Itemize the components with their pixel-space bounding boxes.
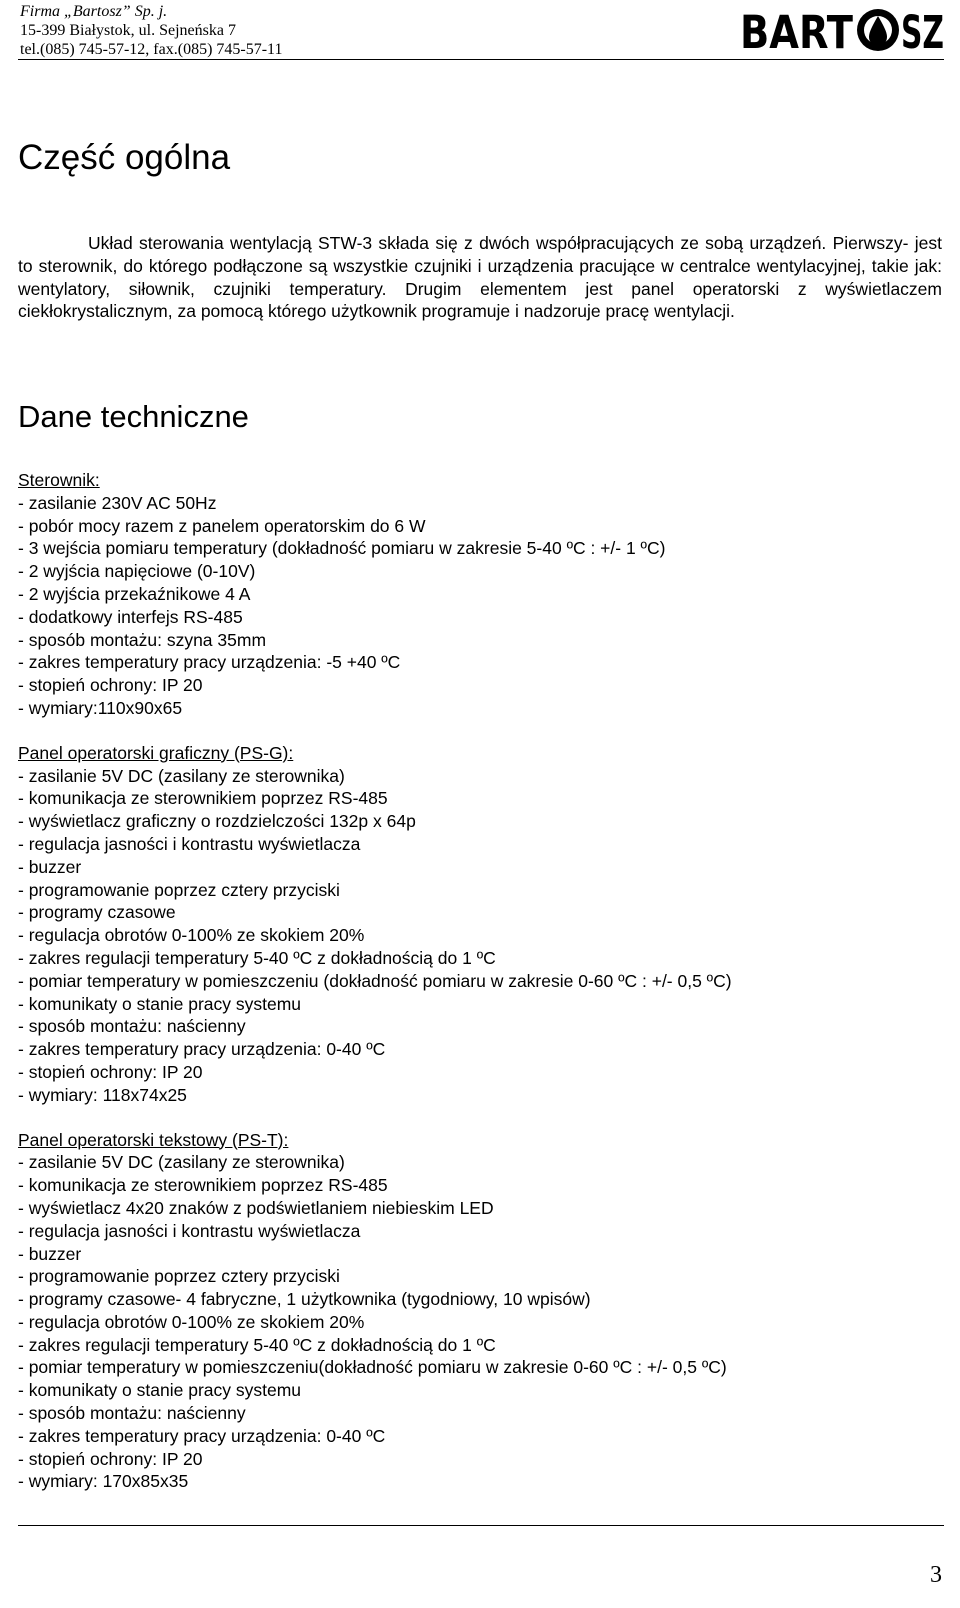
spec-item: - programowanie poprzez cztery przyciski: [18, 1266, 340, 1287]
spec-item: - programowanie poprzez cztery przyciski: [18, 879, 340, 900]
spec-item: - pomiar temperatury w pomieszczeniu (dokładność pomiaru w zakresie 0-60 ºC : +/- 0,5 ºC): [18, 970, 732, 991]
spec-item: - komunikaty o stanie pracy systemu: [18, 1380, 302, 1401]
company-phone: tel.(085) 745-57-12, fax.(085) 745-57-11: [20, 41, 283, 58]
spec-item: - zasilanie 230V AC 50Hz: [18, 492, 217, 513]
spec-item: - pomiar temperatury w pomieszczeniu(dokładność pomiaru w zakresie 0-60 ºC : +/- 0,5 ºC): [18, 1357, 727, 1378]
spec-item: - sposób montażu: naścienny: [18, 1016, 246, 1037]
spec-group-title: Panel operatorski graficzny (PS-G):: [18, 742, 294, 763]
svg-text:SZ: SZ: [901, 6, 944, 59]
spec-item: - 3 wejścia pomiaru temperatury (dokładność pomiaru w zakresie 5-40 ºC : +/- 1 ºC): [18, 538, 666, 559]
spec-item: - regulacja jasności i kontrastu wyświetlacza: [18, 1220, 361, 1241]
company-address: 15-399 Białystok, ul. Sejneńska 7: [20, 22, 236, 39]
spec-items: [18, 765, 942, 1107]
drop-in-circle-icon: [857, 9, 899, 51]
header-rule: [18, 59, 944, 60]
spec-group-title: Sterownik:: [18, 470, 100, 490]
spec-item: - regulacja obrotów 0-100% ze skokiem 20%: [18, 925, 365, 946]
svg-text:BART: BART: [740, 6, 854, 59]
spec-item: - buzzer: [18, 1243, 82, 1264]
spec-item: - zakres regulacji temperatury 5-40 ºC z dokładnością do 1 ºC: [18, 947, 496, 968]
company-info: [20, 2, 282, 59]
spec-item: - zakres regulacji temperatury 5-40 ºC z dokładnością do 1 ºC: [18, 1334, 496, 1355]
spec-item: - programy czasowe: [18, 902, 176, 923]
spec-items: [18, 492, 942, 720]
spec-item: - dodatkowy interfejs RS-485: [18, 606, 243, 627]
spec-item: - zakres temperatury pracy urządzenia: -5 +40 ºC: [18, 652, 401, 673]
spec-item: - komunikacja ze sterownikiem poprzez RS-485: [18, 1175, 388, 1196]
spec-item: - zasilanie 5V DC (zasilany ze sterownika): [18, 765, 345, 786]
spec-item: - wyświetlacz graficzny o rozdzielczości 132p x 64p: [18, 811, 416, 832]
section-title-specs: Dane techniczne: [18, 399, 249, 434]
spec-item: - wymiary: 170x85x35: [18, 1471, 189, 1492]
spec-item: - programy czasowe- 4 fabryczne, 1 użytkownika (tygodniowy, 10 wpisów): [18, 1289, 591, 1310]
company-logo: [740, 2, 944, 59]
spec-item: - wymiary:110x90x65: [18, 697, 183, 718]
company-name: Firma „Bartosz” Sp. j.: [20, 3, 168, 20]
spec-item: - stopień ochrony: IP 20: [18, 1448, 203, 1469]
intro-paragraph: Układ sterowania wentylacją STW-3 składa się z dwóch współpracujących ze sobą urządzeń. Pierwszy- jest to sterownik, do którego podłączone są wszystkie czujniki i urządzenia pracujące w centralce wentylacyjnej, takie jak: wentylatory, siłownik, czujniki temperatury. Drugim elementem jest panel operatorski z wyświetlaczem ciekłokrystalicznym, za pomocą którego użytkownik programuje i nadzoruje pracę wentylacji.: [18, 233, 942, 322]
spec-item: - buzzer: [18, 856, 82, 877]
spec-item: - regulacja jasności i kontrastu wyświetlacza: [18, 833, 361, 854]
spec-item: - sposób montażu: szyna 35mm: [18, 629, 267, 650]
spec-item: - komunikaty o stanie pracy systemu: [18, 993, 302, 1014]
spec-item: - regulacja obrotów 0-100% ze skokiem 20%: [18, 1311, 365, 1332]
spec-item: - stopień ochrony: IP 20: [18, 675, 203, 696]
specs-list: [18, 469, 942, 1515]
section-title-general: Część ogólna: [18, 138, 231, 177]
intro-paragraph-block: [18, 232, 942, 323]
spec-item: - komunikacja ze sterownikiem poprzez RS-485: [18, 788, 388, 809]
footer-rule: [18, 1525, 944, 1526]
spec-group: [18, 742, 942, 1107]
spec-group-title: Panel operatorski tekstowy (PS-T):: [18, 1129, 289, 1150]
spec-item: - wyświetlacz 4x20 znaków z podświetlaniem niebieskim LED: [18, 1197, 494, 1218]
spec-item: - zakres temperatury pracy urządzenia: 0-40 ºC: [18, 1039, 386, 1060]
spec-item: - wymiary: 118x74x25: [18, 1084, 187, 1105]
page-header: [0, 0, 960, 64]
spec-item: - 2 wyjścia napięciowe (0-10V): [18, 561, 256, 582]
spec-item: - stopień ochrony: IP 20: [18, 1061, 203, 1082]
spec-item: - 2 wyjścia przekaźnikowe 4 A: [18, 583, 251, 604]
page-number: 3: [930, 1562, 942, 1588]
spec-item: - zasilanie 5V DC (zasilany ze sterownika): [18, 1152, 345, 1173]
spec-item: - pobór mocy razem z panelem operatorskim do 6 W: [18, 515, 426, 536]
spec-item: - zakres temperatury pracy urządzenia: 0-40 ºC: [18, 1425, 386, 1446]
spec-items: [18, 1151, 942, 1493]
spec-group: [18, 1129, 942, 1494]
spec-group: [18, 469, 942, 720]
spec-item: - sposób montażu: naścienny: [18, 1403, 246, 1424]
